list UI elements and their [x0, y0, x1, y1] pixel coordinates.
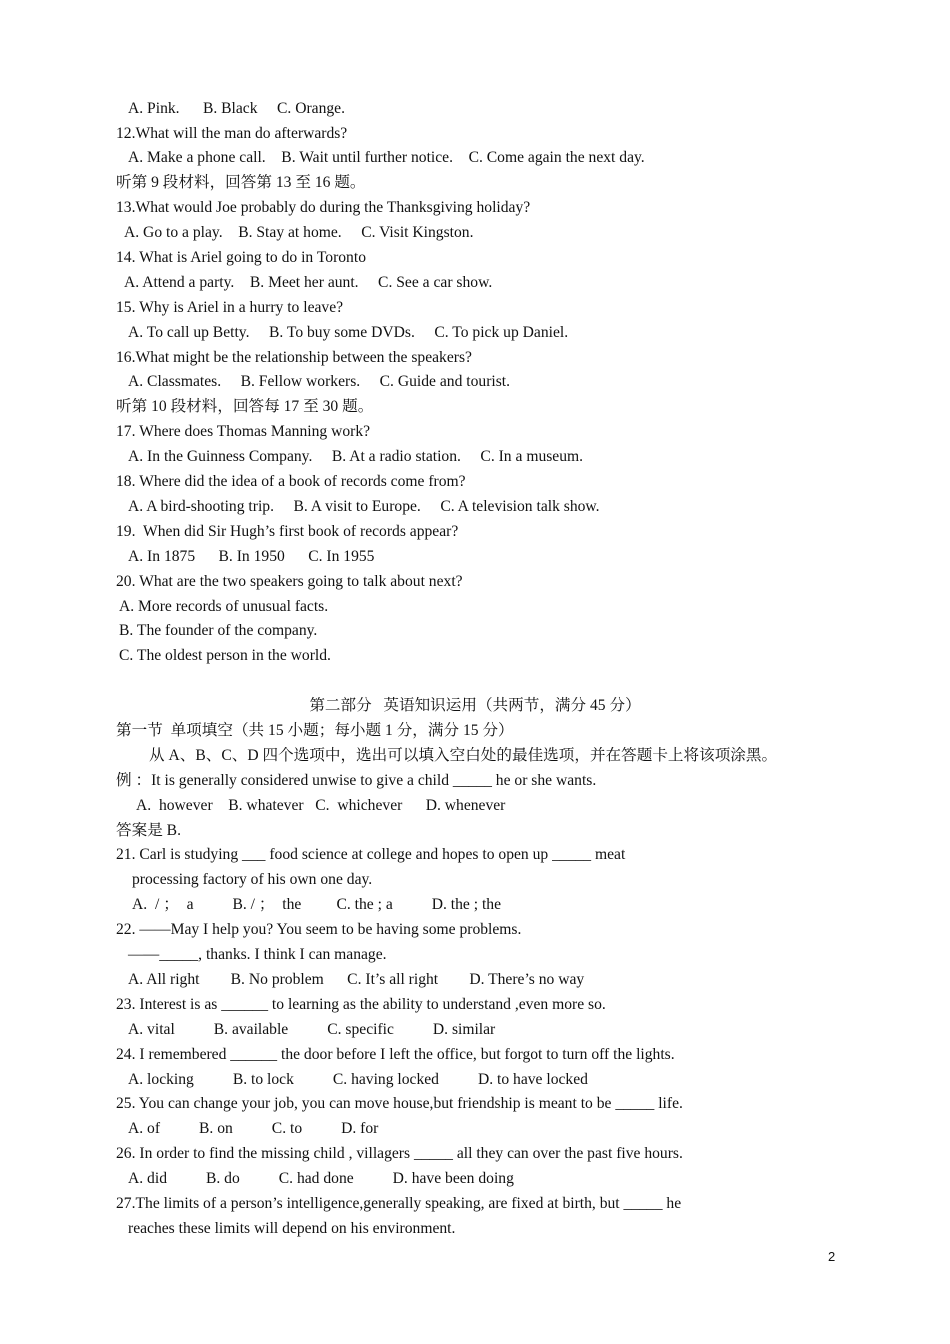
section-9-instruction: 听第 9 段材料，回答第 13 至 16 题。 — [116, 174, 366, 191]
q25-options: A. of B. on C. to D. for — [128, 1120, 379, 1137]
q19-options: A. In 1875 B. In 1950 C. In 1955 — [128, 548, 375, 565]
page-number: 2 — [828, 1249, 836, 1264]
q17-stem: 17. Where does Thomas Manning work? — [116, 423, 371, 440]
q25-stem: 25. You can change your job, you can move house,but friendship is meant to be _____ life. — [116, 1095, 683, 1112]
section-one-instruction: 从 A、B、C、D 四个选项中，选出可以填入空白处的最佳选项，并在答题卡上将该项涂黑。 — [149, 747, 778, 764]
q14-stem: 14. What is Ariel going to do in Toronto — [116, 249, 366, 266]
q27-stem-cont: reaches these limits will depend on his environment. — [128, 1220, 456, 1237]
q23-stem: 23. Interest is as ______ to learning as the ability to understand ,even more so. — [116, 996, 606, 1013]
q19-stem: 19. When did Sir Hugh’s first book of records appear? — [116, 523, 459, 540]
q20-stem: 20. What are the two speakers going to talk about next? — [116, 573, 463, 590]
q26-stem: 26. In order to find the missing child , villagers _____ all they can over the past five hours. — [116, 1145, 683, 1162]
q18-options: A. A bird-shooting trip. B. A visit to Europe. C. A television talk show. — [128, 498, 600, 515]
q22-stem-cont: ——_____, thanks. I think I can manage. — [128, 946, 387, 963]
q16-options: A. Classmates. B. Fellow workers. C. Guide and tourist. — [128, 373, 511, 390]
q12-options: A. Make a phone call. B. Wait until further notice. C. Come again the next day. — [128, 149, 645, 166]
q21-options: A. / ； a B. / ； the C. the ; a D. the ; the — [132, 896, 502, 913]
q22-stem: 22. ——May I help you? You seem to be having some problems. — [116, 921, 522, 938]
q11-options: A. Pink. B. Black C. Orange. — [128, 100, 345, 117]
q22-options: A. All right B. No problem C. It’s all right D. There’s no way — [128, 971, 585, 988]
q24-options: A. locking B. to lock C. having locked D. to have locked — [128, 1071, 588, 1088]
q13-options: A. Go to a play. B. Stay at home. C. Visit Kingston. — [124, 224, 474, 241]
part-two-heading: 第二部分 英语知识运用（共两节，满分 45 分） — [309, 697, 641, 714]
example-options: A. however B. whatever C. whichever D. whenever — [136, 797, 506, 814]
q20-option-c: C. The oldest person in the world. — [119, 647, 331, 664]
q24-stem: 24. I remembered ______ the door before I left the office, but forgot to turn off the lights. — [116, 1046, 675, 1063]
q20-option-a: A. More records of unusual facts. — [119, 598, 329, 615]
q15-stem: 15. Why is Ariel in a hurry to leave? — [116, 299, 344, 316]
q23-options: A. vital B. available C. specific D. similar — [128, 1021, 496, 1038]
q17-options: A. In the Guinness Company. B. At a radio station. C. In a museum. — [128, 448, 584, 465]
q20-option-b: B. The founder of the company. — [119, 622, 318, 639]
q16-stem: 16.What might be the relationship between the speakers? — [116, 349, 472, 366]
q18-stem: 18. Where did the idea of a book of records come from? — [116, 473, 466, 490]
q15-options: A. To call up Betty. B. To buy some DVDs. C. To pick up Daniel. — [128, 324, 569, 341]
q14-options: A. Attend a party. B. Meet her aunt. C. See a car show. — [124, 274, 493, 291]
q26-options: A. did B. do C. had done D. have been doing — [128, 1170, 514, 1187]
q12-stem: 12.What will the man do afterwards? — [116, 125, 348, 142]
example-answer: 答案是 B. — [116, 822, 181, 839]
q21-stem: 21. Carl is studying ___ food science at college and hopes to open up _____ meat — [116, 846, 626, 863]
q13-stem: 13.What would Joe probably do during the Thanksgiving holiday? — [116, 199, 531, 216]
q27-stem: 27.The limits of a person’s intelligence,generally speaking, are fixed at birth, but _____ he — [116, 1195, 682, 1212]
q21-stem-cont: processing factory of his own one day. — [132, 871, 373, 888]
example-stem: 例 ：It is generally considered unwise to give a child _____ he or she wants. — [116, 772, 597, 789]
section-10-instruction: 听第 10 段材料，回答每 17 至 30 题。 — [116, 398, 374, 415]
section-one-heading: 第一节 单项填空（共 15 小题；每小题 1 分，满分 15 分） — [116, 722, 514, 739]
